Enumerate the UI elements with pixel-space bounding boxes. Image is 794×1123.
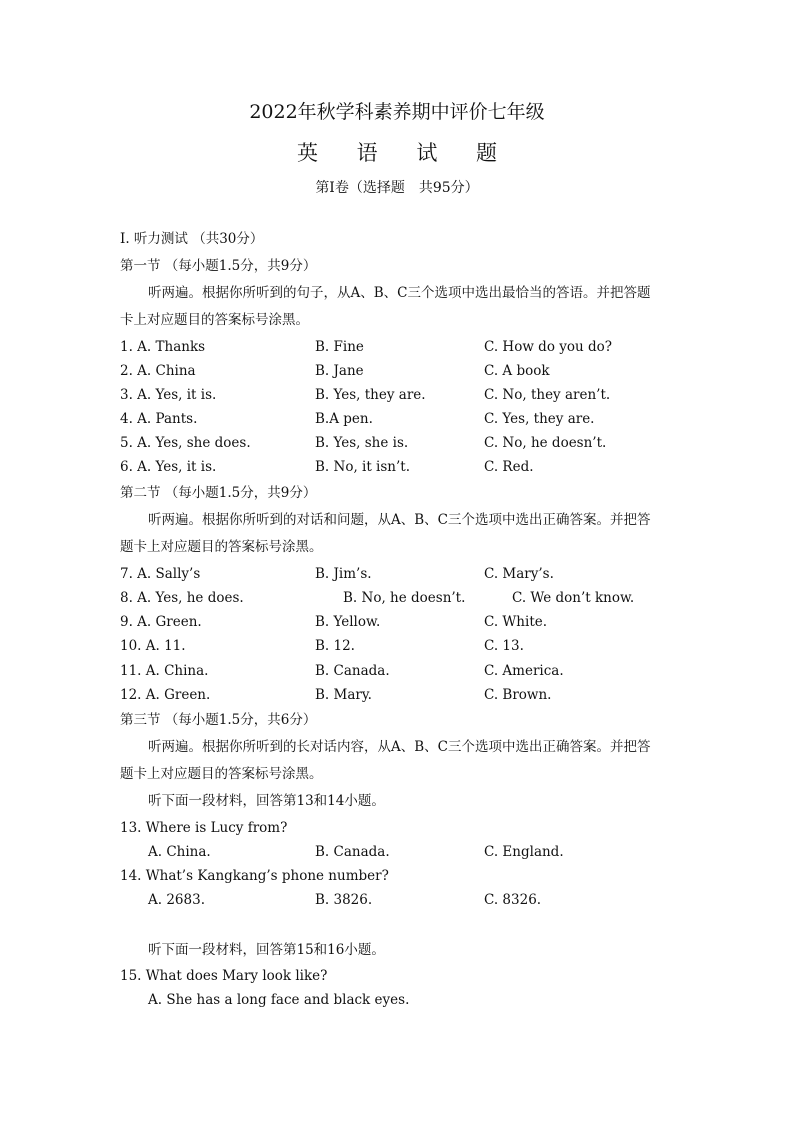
question-option-a: A. 2683. <box>148 892 205 908</box>
section-instruction: 听两遍。根据你所听到的长对话内容，从A、B、C三个选项中选出正确答案。并把答 <box>148 739 651 755</box>
question-option-c: C. Mary’s. <box>484 566 554 582</box>
question-option-c: C. Red. <box>484 459 534 475</box>
section-title: 第三节 （每小题1.5分，共6分） <box>120 712 317 728</box>
question-option-a: 10. A. 11. <box>120 638 186 654</box>
question-option-a: 4. A. Pants. <box>120 411 198 427</box>
subject-title: 英 语 试 题 <box>296 141 514 165</box>
question-option-b: B. Canada. <box>315 663 390 679</box>
question-option-c: C. Brown. <box>484 687 552 703</box>
question-stem: 14. What’s Kangkang’s phone number? <box>120 868 389 884</box>
question-option-c: C. 8326. <box>484 892 542 908</box>
question-option-a: 11. A. China. <box>120 663 209 679</box>
question-option-c: C. No, he doesn’t. <box>484 435 607 451</box>
question-option-c: C. How do you do? <box>484 339 612 355</box>
question-option-a: 12. A. Green. <box>120 687 211 703</box>
question-option-a: 1. A. Thanks <box>120 339 206 355</box>
question-option-a: A. China. <box>148 844 211 860</box>
question-option-a: A. She has a long face and black eyes. <box>148 992 410 1008</box>
material-intro: 听下面一段材料，回答第15和16小题。 <box>148 942 385 958</box>
question-option-a: 2. A. China <box>120 363 196 379</box>
section-instruction: 卡上对应题目的答案标号涂黑。 <box>120 312 309 328</box>
question-option-a: 3. A. Yes, it is. <box>120 387 217 403</box>
question-option-b: B. Canada. <box>315 844 390 860</box>
section-title: 第一节 （每小题1.5分，共9分） <box>120 258 317 274</box>
question-option-c: C. England. <box>484 844 564 860</box>
question-option-b: B. No, he doesn’t. <box>343 590 466 606</box>
question-option-b: B. 3826. <box>315 892 373 908</box>
question-option-a: 7. A. Sally’s <box>120 566 201 582</box>
question-option-b: B. No, it isn’t. <box>315 459 411 475</box>
question-option-c: C. No, they aren’t. <box>484 387 611 403</box>
question-option-b: B. Fine <box>315 339 364 355</box>
question-option-c: C. A book <box>484 363 550 379</box>
question-stem: 15. What does Mary look like? <box>120 968 328 984</box>
question-stem: 13. Where is Lucy from? <box>120 820 288 836</box>
question-option-c: C. We don’t know. <box>512 590 635 606</box>
question-option-c: C. White. <box>484 614 548 630</box>
question-option-c: C. Yes, they are. <box>484 411 595 427</box>
part-heading: Ⅰ. 听力测试 （共30分） <box>120 231 264 247</box>
question-option-c: C. 13. <box>484 638 524 654</box>
volume-heading: 第Ⅰ卷（选择题 共95分） <box>315 180 479 196</box>
question-option-a: 9. A. Green. <box>120 614 202 630</box>
question-option-b: B. Mary. <box>315 687 372 703</box>
exam-title: 2022年秋学科素养期中评价七年级 <box>249 101 545 123</box>
section-title: 第二节 （每小题1.5分，共9分） <box>120 485 317 501</box>
question-option-b: B. Jim’s. <box>315 566 372 582</box>
section-instruction: 听两遍。根据你所听到的句子，从A、B、C三个选项中选出最恰当的答语。并把答题 <box>148 285 651 301</box>
question-option-b: B. 12. <box>315 638 355 654</box>
question-option-b: B. Yes, they are. <box>315 387 426 403</box>
question-option-a: 6. A. Yes, it is. <box>120 459 217 475</box>
question-option-a: 8. A. Yes, he does. <box>120 590 244 606</box>
question-option-c: C. America. <box>484 663 564 679</box>
question-option-b: B. Yes, she is. <box>315 435 409 451</box>
section-instruction: 听两遍。根据你所听到的对话和问题，从A、B、C三个选项中选出正确答案。并把答 <box>148 512 651 528</box>
question-option-b: B. Yellow. <box>315 614 381 630</box>
section-instruction: 题卡上对应题目的答案标号涂黑。 <box>120 766 323 782</box>
question-option-b: B.A pen. <box>315 411 373 427</box>
question-option-a: 5. A. Yes, she does. <box>120 435 251 451</box>
material-intro: 听下面一段材料，回答第13和14小题。 <box>148 793 385 809</box>
section-instruction: 题卡上对应题目的答案标号涂黑。 <box>120 539 323 555</box>
question-option-b: B. Jane <box>315 363 364 379</box>
